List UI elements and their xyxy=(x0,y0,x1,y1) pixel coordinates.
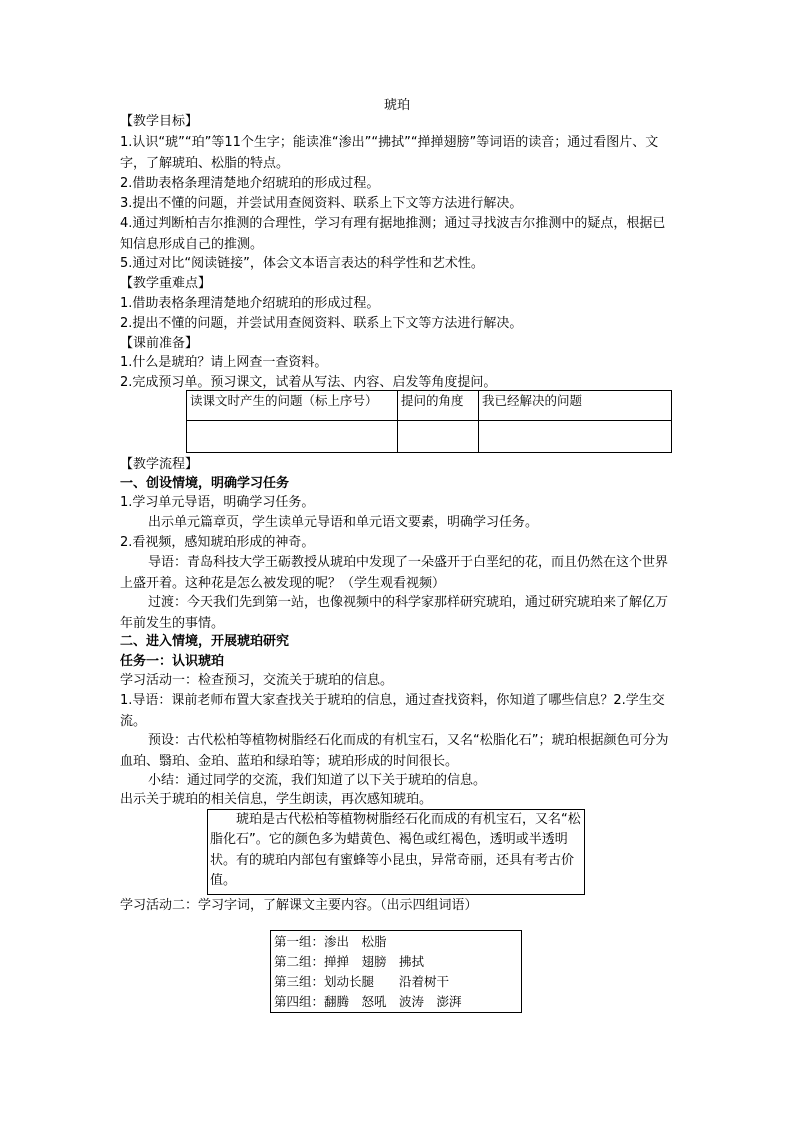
word-group-3: 第三组：划动长腿 沿着树干 xyxy=(271,972,522,992)
activity-1-summary: 小结：通过同学的交流，我们知道了以下关于琥珀的信息。 xyxy=(148,773,487,788)
part-1-transition: 过渡：今天我们先到第一站，也像视频中的科学家那样研究琥珀，通过研究琥珀来了解亿万年前发生的事情。 xyxy=(120,595,669,631)
preview-table xyxy=(186,390,672,453)
activity-1-show-info: 出示关于琥珀的相关信息，学生朗读，再次感知琥珀。 xyxy=(120,792,433,807)
preview-table-cell xyxy=(479,421,672,453)
part-1-heading: 一、创设情境，明确学习任务 xyxy=(120,476,290,491)
preparation-2: 2.完成预习单。预习课文，试着从写法、内容、启发等角度提问。 xyxy=(120,375,497,390)
objective-2: 2.借助表格条理清楚地介绍琥珀的形成过程。 xyxy=(120,176,380,191)
activity-1-step: 1.导语：课前老师布置大家查找关于琥珀的信息，通过查找资料，你知道了哪些信息？2.学生交流。 xyxy=(120,693,665,729)
task-1-heading: 任务一：认识琥珀 xyxy=(120,654,225,669)
objective-5: 5.通过对比“阅读链接”，体会文本语言表达的科学性和艺术性。 xyxy=(120,256,484,271)
section-head-process: 【教学流程】 xyxy=(120,457,199,472)
part-1-intro: 导语：青岛科技大学王砺教授从琥珀中发现了一朵盛开于白垩纪的花，而且仍然在这个世界上盛开着。这种花是怎么被发现的呢？（学生观看视频） xyxy=(120,555,669,591)
section-head-key-points: 【教学重难点】 xyxy=(120,276,212,291)
activity-1-expected: 预设：古代松柏等植物树脂经石化而成的有机宝石，又名“松脂化石”；琥珀根据颜色可分为血珀、翳珀、金珀、蓝珀和绿珀等；琥珀形成的时间很长。 xyxy=(120,733,669,769)
section-head-preparation: 【课前准备】 xyxy=(120,336,199,351)
activity-1-title: 学习活动一：检查预习，交流关于琥珀的信息。 xyxy=(120,673,394,688)
objective-4: 4.通过判断柏吉尔推测的合理性，学习有理有据地推测；通过寻找波吉尔推测中的疑点，根据已知信息形成自己的推测。 xyxy=(120,216,666,252)
key-point-1: 1.借助表格条理清楚地介绍琥珀的形成过程。 xyxy=(120,296,380,311)
key-point-2: 2.提出不懂的问题，并尝试用查阅资料、联系上下文等方法进行解决。 xyxy=(120,316,523,331)
preview-table-header-3: 我已经解决的问题 xyxy=(479,391,672,421)
amber-info-text: 琥珀是古代松柏等植物树脂经石化而成的有机宝石，又名“松脂化石”。它的颜色多为蜡黄色、褐色或红褐色，透明或半透明状。有的琥珀内部包有蜜蜂等小昆虫，异常奇丽，还具有考古价值。 xyxy=(210,812,581,888)
amber-info-box xyxy=(207,809,585,895)
preparation-1: 1.什么是琥珀？请上网查一查资料。 xyxy=(120,355,328,370)
preview-table-cell xyxy=(187,421,398,453)
section-head-objectives: 【教学目标】 xyxy=(120,114,199,129)
part-1-line-3: 2.看视频，感知琥珀形成的神奇。 xyxy=(120,535,315,550)
objective-3: 3.提出不懂的问题，并尝试用查阅资料、联系上下文等方法进行解决。 xyxy=(120,196,523,211)
preview-table-header-1: 读课文时产生的问题（标上序号） xyxy=(187,391,398,421)
part-1-line-1: 1.学习单元导语，明确学习任务。 xyxy=(120,495,315,510)
word-groups-table xyxy=(270,930,522,1013)
word-group-1: 第一组：渗出 松脂 xyxy=(271,931,522,953)
part-1-line-2: 出示单元篇章页，学生读单元导语和单元语文要素，明确学习任务。 xyxy=(148,515,539,530)
activity-2-title: 学习活动二：学习字词，了解课文主要内容。（出示四组词语） xyxy=(120,898,478,913)
objective-1: 1.认识“琥”“珀”等11个生字；能读准“渗出”“拂拭”“掸掸翅膀”等词语的读音；通过看图片、文字，了解琥珀、松脂的特点。 xyxy=(120,135,659,171)
word-group-4: 第四组：翻腾 怒吼 波涛 澎湃 xyxy=(271,992,522,1013)
doc-title: 琥珀 xyxy=(383,98,410,113)
preview-table-cell xyxy=(398,421,479,453)
part-2-heading: 二、进入情境，开展琥珀研究 xyxy=(120,634,290,649)
preview-table-header-2: 提问的角度 xyxy=(398,391,479,421)
word-group-2: 第二组：掸掸 翅膀 拂拭 xyxy=(271,952,522,972)
